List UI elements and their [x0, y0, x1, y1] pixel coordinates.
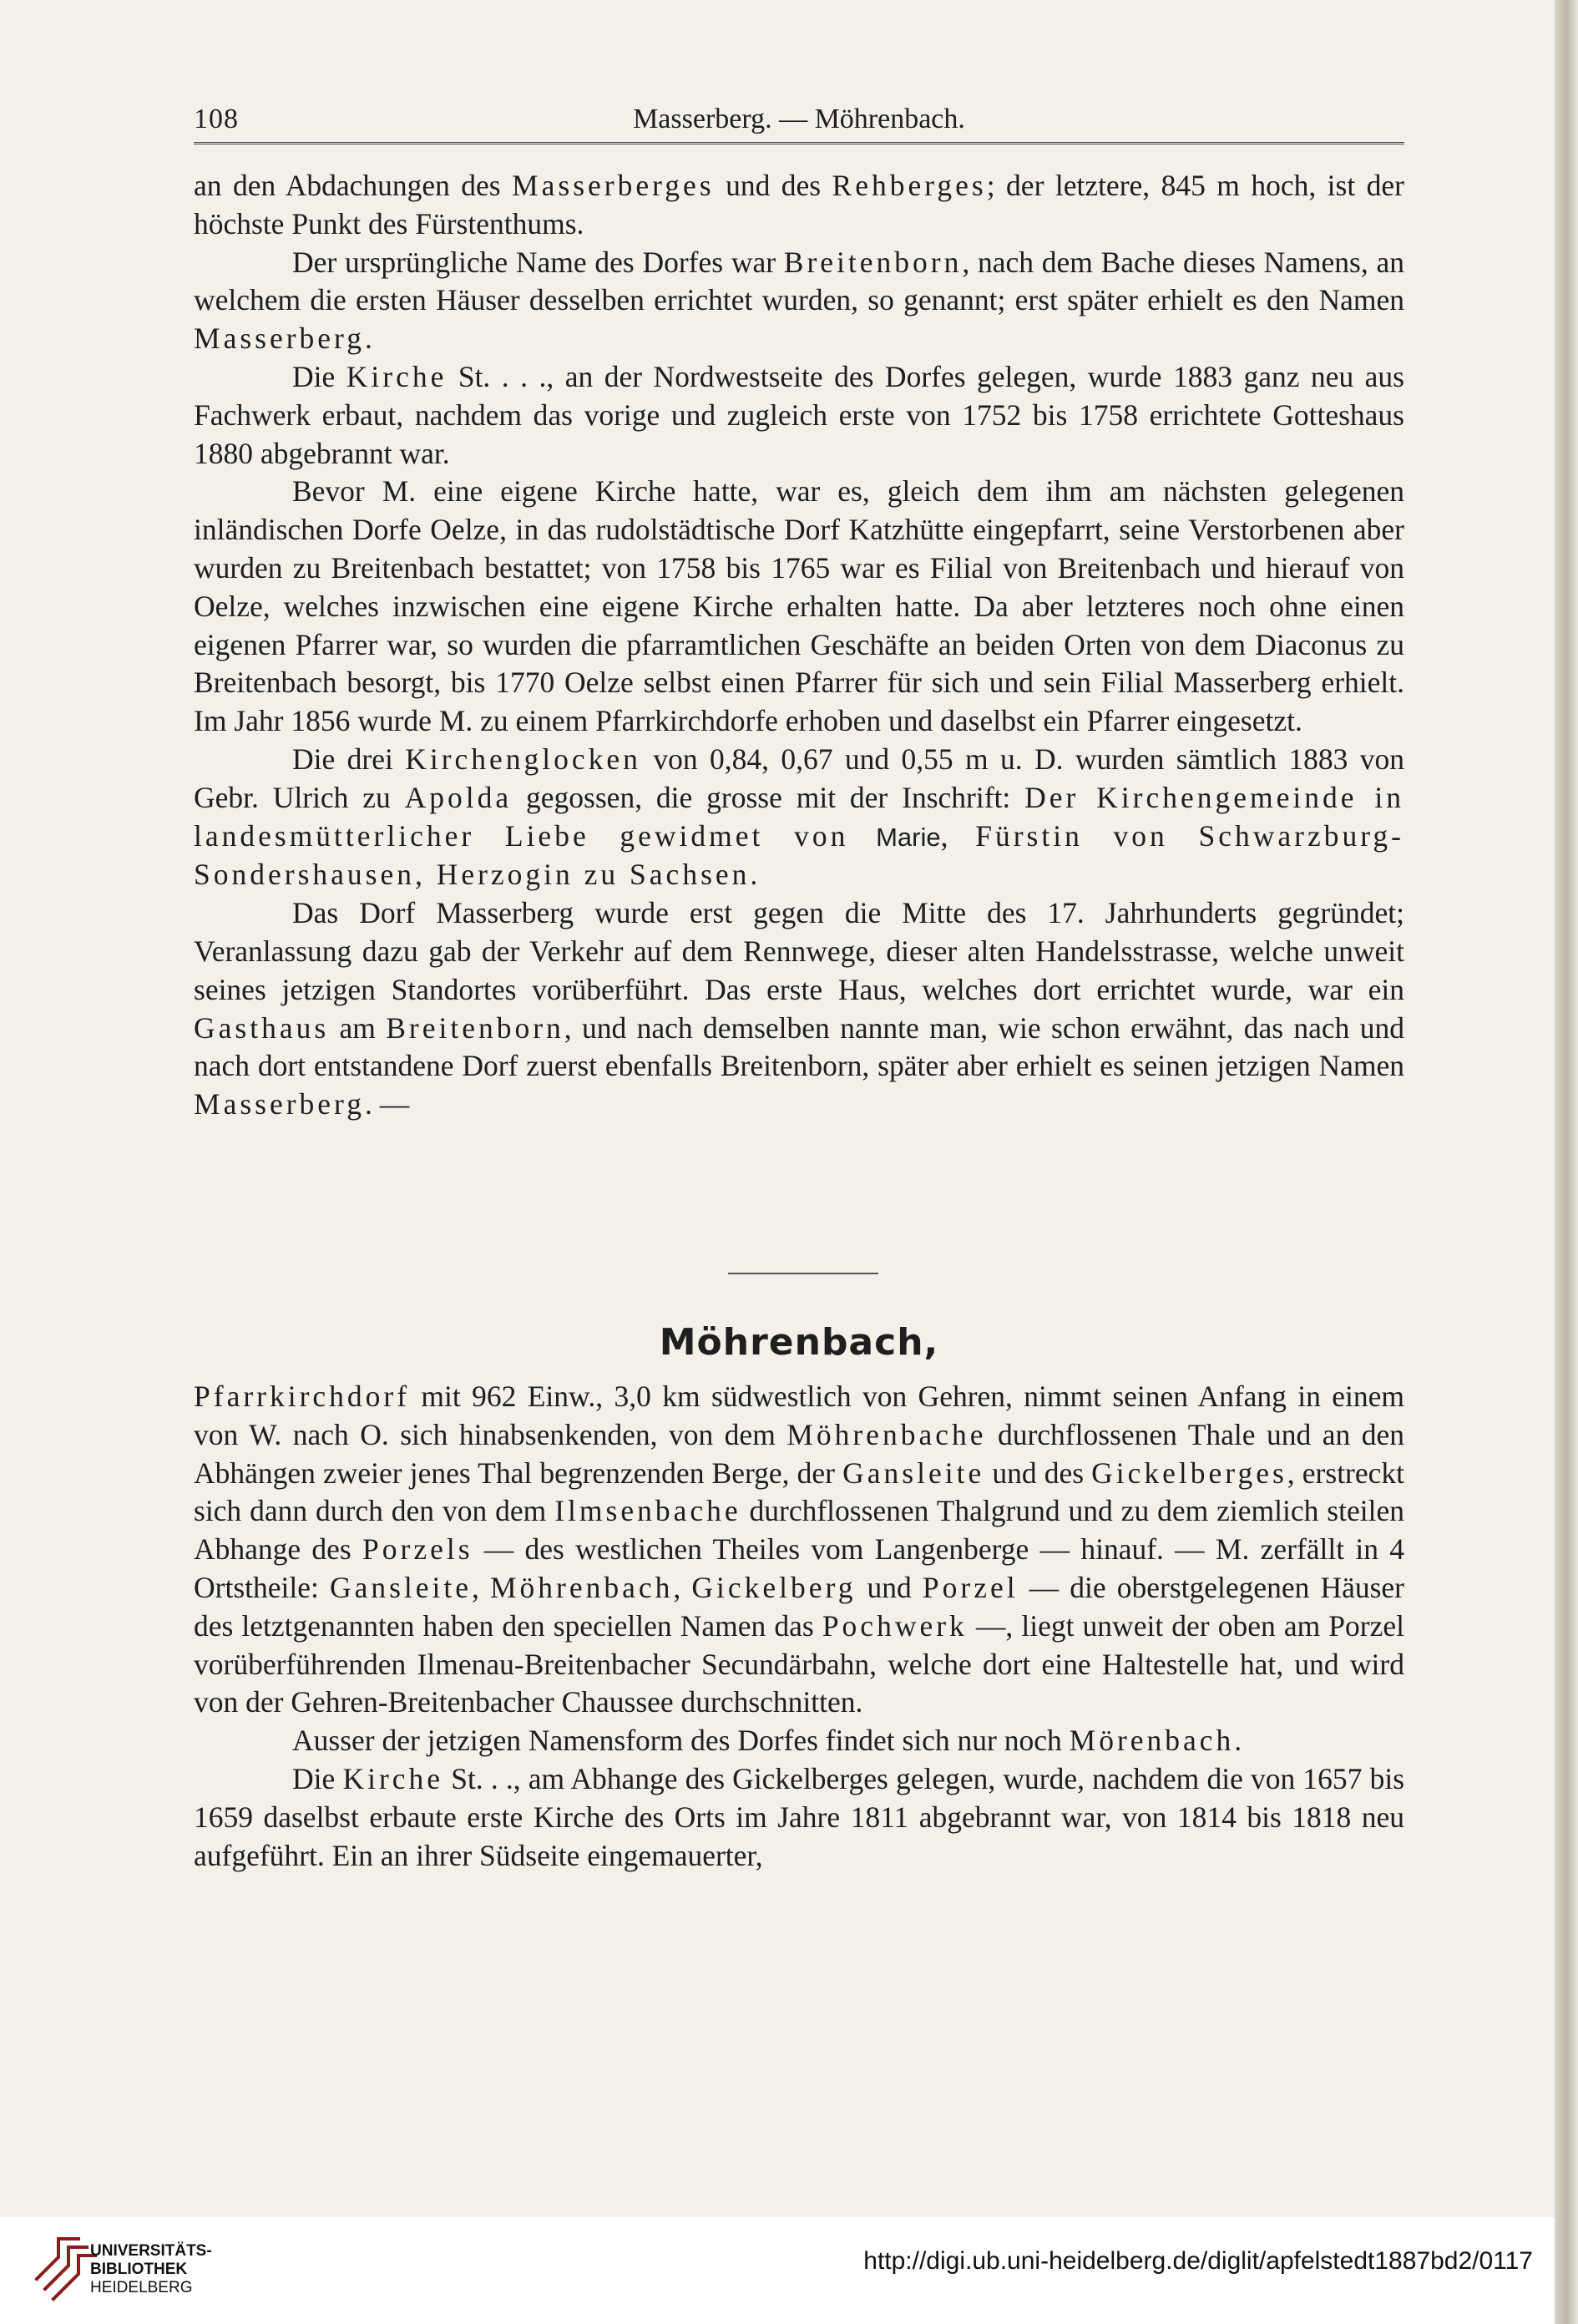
spaced-term: Möhrenbache: [786, 1417, 987, 1451]
page-header: [194, 99, 1404, 145]
spaced-term: Masserberg: [194, 322, 365, 356]
spaced-term: Porzels: [362, 1532, 473, 1567]
library-name-line: UNIVERSITÄTS-: [90, 2242, 212, 2260]
bell-inscription: Der Kirchengemeinde in landesmütterlicher Liebe gewidmet von: [194, 780, 1404, 853]
page-number: 108: [194, 104, 239, 134]
inscription-name: Marie: [876, 822, 941, 852]
spaced-term: Gansleite: [842, 1456, 985, 1490]
spaced-term: Porzel: [922, 1570, 1019, 1604]
source-url[interactable]: http://digi.ub.uni-heidelberg.de/diglit/apfelstedt1887bd2/0117: [863, 2247, 1533, 2275]
section-masserberg-text: [194, 167, 1404, 1124]
library-name-line: BIBLIOTHEK: [90, 2261, 188, 2278]
spaced-term: Gasthaus: [194, 1010, 330, 1045]
bell-inscription: Fürstin von Schwarzburg-Sondershausen, Herzogin zu Sachsen: [194, 818, 1404, 892]
running-title: Masserberg. — Möhrenbach.: [633, 104, 965, 134]
spaced-term: Pochwerk: [822, 1608, 968, 1643]
spaced-term: Masserberg: [194, 1087, 365, 1121]
spaced-term: Breitenborn: [386, 1010, 564, 1045]
spaced-term: Breitenborn: [783, 245, 963, 279]
spaced-term: Apolda: [404, 780, 513, 814]
spaced-term: Kirche: [342, 1761, 444, 1795]
paragraph: Die drei Kirchenglocken von 0,84, 0,67 und 0,55 m u. D. wurden sämtlich 1883 von Gebr. Ulrich zu Apolda gegossen, die grosse mit der Inschrift: Der Kirchengemeinde in landesmütterlicher Liebe gewidmet von Marie, Fürstin von Schwarzburg-Sondershausen, Herzogin zu Sachsen.: [194, 742, 1405, 892]
spaced-term: Masserberges: [512, 169, 715, 202]
footer-bar: [0, 2217, 1555, 2324]
paragraph: Die Kirche St. . ., am Abhange des Gickelberges gelegen, wurde, nachdem die von 1657 bis 1659 daselbst erbaute erste Kirche des Orts im Jahre 1811 abgebrannt war, von 1814 bis 1818 neu aufgeführt. Ein an ihrer Südseite eingemauerter,: [194, 1761, 1405, 1872]
section-title: Möhrenbach,: [659, 1321, 939, 1364]
paragraph: Pfarrkirchdorf mit 962 Einw., 3,0 km südwestlich von Gehren, nimmt seinen Anfang in einem von W. nach O. sich hinabsenkenden, von dem Möhrenbache durchflossenen Thale und an den Abhängen zweier jenes Thal begrenzenden Berge, der Gansleite und des Gickelberges, erstreckt sich dann durch den von dem Ilmsenbache durchflossenen Thalgrund und zu dem ziemlich steilen Abhange des Porzels — des westlichen Theiles vom Langenberge — hinauf. — M. zerfällt in 4 Ortstheile: Gansleite, Möhrenbach, Gickelberg und Porzel — die oberstgelegenen Häuser des letztgenannten haben den speciellen Namen das Pochwerk —, liegt unweit der oben am Porzel vorüberführenden Ilmenau-Breitenbacher Secundärbahn, welche dort eine Haltestelle hat, und wird von der Gehren-Breitenbacher Chaussee durchschnitten.: [194, 1380, 1405, 1719]
header-rule: [194, 142, 1404, 144]
spaced-term: Kirche: [346, 359, 448, 393]
paragraph: Die Kirche St. . . ., an der Nordwestseite des Dorfes gelegen, wurde 1883 ganz neu aus Fachwerk erbaut, nachdem das vorige und zugleich erste von 1752 bis 1758 errichtete Gotteshaus 1880 abgebrannt war.: [194, 359, 1404, 470]
library-name: [90, 2242, 212, 2297]
paragraph: an den Abdachungen des Masserberges und des Rehberges; der letztere, 845 m hoch, ist der höchste Punkt des Fürstenthums.: [194, 169, 1404, 241]
paragraph: Der ursprüngliche Name des Dorfes war Breitenborn, nach dem Bache dieses Namens, an welchem die ersten Häuser desselben errichtet wurden, so genannt; erst später erhielt es den Namen Masserberg.: [194, 245, 1404, 356]
spaced-term: Möhrenbach: [489, 1570, 674, 1604]
paragraph: Ausser der jetzigen Namensform des Dorfes findet sich nur noch Mörenbach.: [292, 1724, 1242, 1758]
spaced-term: Ilmsenbache: [554, 1494, 741, 1528]
spaced-term: Gansleite: [329, 1570, 473, 1604]
spaced-term: Gickelberg: [691, 1570, 857, 1604]
library-name-line: HEIDELBERG: [90, 2279, 193, 2296]
spaced-term: Rehberges: [832, 169, 987, 202]
section-divider: [728, 1273, 878, 1274]
spaced-term: Gickelberges: [1091, 1456, 1287, 1490]
section-moehrenbach-text: [194, 1378, 1404, 1875]
paragraph: Bevor M. eine eigene Kirche hatte, war es, gleich dem ihm am nächsten gelegenen inländischen Dorfe Oelze, in das rudolstädtische Dorf Katzhütte eingepfarrt, seine Verstorbenen aber wurden zu Breitenbach bestattet; von 1758 bis 1765 war es Filial von Breitenbach und hierauf von Oelze, welches inzwischen eine eigene Kirche erhalten hatte. Da aber letzteres noch ohne einen eigenen Pfarrer war, so wurden die pfarramtlichen Geschäfte an beiden Orten von dem Diaconus zu Breitenbach besorgt, bis 1770 Oelze selbst einen Pfarrer für sich und sein Filial Masserberg erhielt. Im Jahr 1856 wurde M. zu einem Pfarrkirchdorfe erhoben und daselbst ein Pfarrer eingesetzt.: [194, 474, 1404, 738]
paragraph: Das Dorf Masserberg wurde erst gegen die Mitte des 17. Jahrhunderts gegründet; Veranlassung dazu gab der Verkehr auf dem Rennwege, dieser alten Handelsstrasse, welche unweit seines jetzigen Standortes vorüberführt. Das erste Haus, welches dort errichtet wurde, war ein Gasthaus am Breitenborn, und nach demselben nannte man, wie schon erwähnt, das nach und nach dort entstandene Dorf zuerst ebenfalls Breitenborn, später aber erhielt es seinen jetzigen Namen Masserberg. —: [194, 896, 1404, 1121]
book-page-edge: [1555, 0, 1578, 2324]
spaced-term: Pfarrkirchdorf: [194, 1380, 411, 1413]
library-logo-icon: [28, 2229, 97, 2304]
spaced-term: Kirchenglocken: [405, 742, 641, 776]
spaced-term: Mörenbach: [1069, 1724, 1235, 1758]
